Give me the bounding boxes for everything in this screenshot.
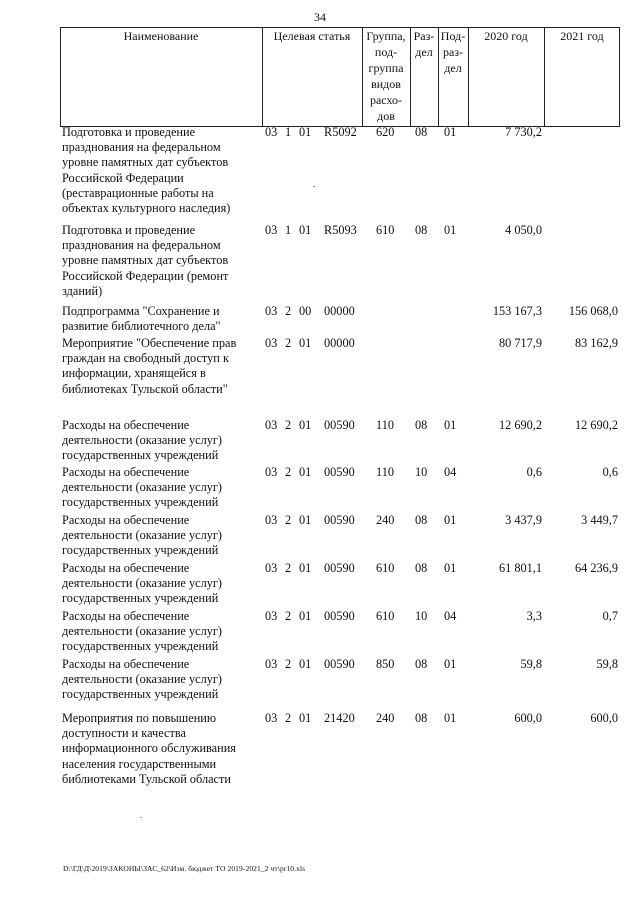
amount-2021: 64 236,9 — [574, 561, 618, 575]
group-code: 610 — [376, 609, 395, 623]
section-code: 10 — [415, 609, 428, 623]
header-group — [362, 28, 410, 126]
target-code-subprogram: 2 — [285, 609, 292, 623]
header-2020: 2020 год — [484, 29, 528, 43]
target-code-subprogram: 2 — [285, 513, 292, 527]
header-group-line: под- — [374, 45, 398, 59]
row-name: Подпрограмма "Сохранение и развитие библиотечного дела" — [62, 304, 221, 334]
target-code-direction: 00590 — [324, 513, 355, 527]
target-code-program: 03 — [265, 609, 278, 623]
header-group-line: Группа, — [366, 29, 406, 43]
subsection-code: 01 — [444, 418, 457, 432]
page-number: 34 — [314, 10, 326, 24]
target-code-event: 01 — [299, 125, 312, 139]
row-name: Расходы на обеспечение деятельности (оказание услуг) государственных учреждений — [62, 609, 222, 654]
target-code-subprogram: 2 — [285, 465, 292, 479]
header-2021: 2021 год — [560, 29, 604, 43]
amount-2021: 156 068,0 — [568, 304, 618, 318]
header-group-line: расхо- — [369, 93, 403, 107]
amount-2021: 59,8 — [596, 657, 618, 671]
subsection-code: 01 — [444, 657, 457, 671]
target-code-program: 03 — [265, 304, 278, 318]
target-code-program: 03 — [265, 561, 278, 575]
target-code-program: 03 — [265, 336, 278, 350]
target-code-program: 03 — [265, 125, 278, 139]
group-code: 620 — [376, 125, 395, 139]
amount-2020: 4 050,0 — [505, 223, 542, 237]
subsection-code: 01 — [444, 223, 457, 237]
header-subsection-line: раз- — [442, 45, 464, 59]
row-name: Мероприятие "Обеспечение прав граждан на свободный доступ к информации, хранящейся в библиотеках Тульской области" — [62, 336, 237, 396]
row-name: Расходы на обеспечение деятельности (оказание услуг) государственных учреждений — [62, 465, 222, 510]
target-code-direction: 00590 — [324, 561, 355, 575]
subsection-code: 04 — [444, 609, 457, 623]
target-code-event: 01 — [299, 609, 312, 623]
target-code-program: 03 — [265, 657, 278, 671]
target-code-direction: 00590 — [324, 609, 355, 623]
amount-2020: 3 437,9 — [505, 513, 542, 527]
subsection-code: 01 — [444, 125, 457, 139]
target-code-subprogram: 1 — [285, 125, 292, 139]
section-code: 10 — [415, 465, 428, 479]
group-code: 240 — [376, 513, 395, 527]
row-name: Мероприятия по повышению доступности и качества информационного обслуживания населения государственными библиотеками Тульской области — [62, 711, 236, 786]
target-code-event: 01 — [299, 465, 312, 479]
amount-2021: 3 449,7 — [581, 513, 618, 527]
target-code-program: 03 — [265, 513, 278, 527]
subsection-code: 01 — [444, 561, 457, 575]
amount-2020: 600,0 — [514, 711, 542, 725]
target-code-event: 01 — [299, 418, 312, 432]
group-code: 610 — [376, 561, 395, 575]
group-code: 110 — [376, 465, 394, 479]
header-section-line: дел — [415, 45, 433, 59]
section-code: 08 — [415, 711, 428, 725]
target-code-direction: 21420 — [324, 711, 355, 725]
amount-2021: 0,6 — [602, 465, 618, 479]
amount-2020: 80 717,9 — [498, 336, 542, 350]
amount-2020: 0,6 — [526, 465, 542, 479]
row-name: Расходы на обеспечение деятельности (оказание услуг) государственных учреждений — [62, 418, 222, 463]
row-name: Расходы на обеспечение деятельности (оказание услуг) государственных учреждений — [62, 513, 222, 558]
amount-2020: 12 690,2 — [498, 418, 542, 432]
target-code-program: 03 — [265, 465, 278, 479]
amount-2020: 3,3 — [526, 609, 542, 623]
target-code-subprogram: 2 — [285, 711, 292, 725]
group-code: 610 — [376, 223, 395, 237]
amount-2021: 600,0 — [590, 711, 618, 725]
section-code: 08 — [415, 125, 428, 139]
target-code-event: 01 — [299, 561, 312, 575]
amount-2020: 153 167,3 — [492, 304, 542, 318]
section-code: 08 — [415, 418, 428, 432]
target-code-direction: 00590 — [324, 418, 355, 432]
target-code-event: 01 — [299, 223, 312, 237]
target-code-subprogram: 2 — [285, 561, 292, 575]
target-code-subprogram: 2 — [285, 418, 292, 432]
target-code-subprogram: 2 — [285, 336, 292, 350]
budget-table — [60, 27, 620, 786]
target-code-direction: 00000 — [324, 336, 355, 350]
target-code-event: 01 — [299, 657, 312, 671]
amount-2021: 0,7 — [602, 609, 618, 623]
row-name: Подготовка и проведение празднования на федеральном уровне памятных дат субъектов Российской Федерации (ремонт зданий) — [62, 223, 229, 298]
amount-2021: 12 690,2 — [574, 418, 618, 432]
row-name: Расходы на обеспечение деятельности (оказание услуг) государственных учреждений — [62, 657, 222, 702]
target-code-event: 01 — [299, 711, 312, 725]
target-code-subprogram: 2 — [285, 657, 292, 671]
target-code-subprogram: 1 — [285, 223, 292, 237]
target-code-direction: R5093 — [324, 223, 357, 237]
footer-file-path: D:\ГД\Д\2019\ЗАКОНЫ\ЗАС_62\Изм. бюджет ТО 2019-2021_2 чт\pr10.xls — [63, 864, 306, 873]
subsection-code: 01 — [444, 513, 457, 527]
row-name: Расходы на обеспечение деятельности (оказание услуг) государственных учреждений — [62, 561, 222, 606]
section-code: 08 — [415, 561, 428, 575]
group-code: 110 — [376, 418, 394, 432]
group-code: 850 — [376, 657, 395, 671]
section-code: 08 — [415, 657, 428, 671]
row-name: Подготовка и проведение празднования на федеральном уровне памятных дат субъектов Российской Федерации (реставрационные работы на объектах культурного наследия) — [62, 125, 231, 216]
target-code-program: 03 — [265, 223, 278, 237]
target-code-direction: R5092 — [324, 125, 357, 139]
header-target: Целевая статья — [273, 29, 351, 43]
target-code-event: 00 — [299, 304, 312, 318]
amount-2020: 61 801,1 — [498, 561, 542, 575]
section-code: 08 — [415, 513, 428, 527]
header-subsection — [438, 28, 468, 126]
section-code: 08 — [415, 223, 428, 237]
subsection-code: 04 — [444, 465, 457, 479]
header-name: Наименование — [123, 29, 199, 43]
header-group-line: группа — [368, 61, 404, 75]
target-code-direction: 00000 — [324, 304, 355, 318]
group-code: 240 — [376, 711, 395, 725]
header-section — [410, 28, 438, 126]
target-code-direction: 00590 — [324, 657, 355, 671]
header-subsection-line: Под- — [440, 29, 466, 43]
target-code-event: 01 — [299, 336, 312, 350]
target-code-direction: 00590 — [324, 465, 355, 479]
header-subsection-line: дел — [444, 61, 462, 75]
header-group-line: видов — [371, 77, 401, 91]
target-code-subprogram: 2 — [285, 304, 292, 318]
amount-2021: 83 162,9 — [574, 336, 618, 350]
subsection-code: 01 — [444, 711, 457, 725]
table-header — [60, 27, 620, 127]
target-code-event: 01 — [299, 513, 312, 527]
header-group-line: дов — [377, 109, 395, 123]
target-code-program: 03 — [265, 418, 278, 432]
amount-2020: 7 730,2 — [505, 125, 542, 139]
target-code-program: 03 — [265, 711, 278, 725]
header-section-line: Раз- — [413, 29, 435, 43]
amount-2020: 59,8 — [520, 657, 542, 671]
